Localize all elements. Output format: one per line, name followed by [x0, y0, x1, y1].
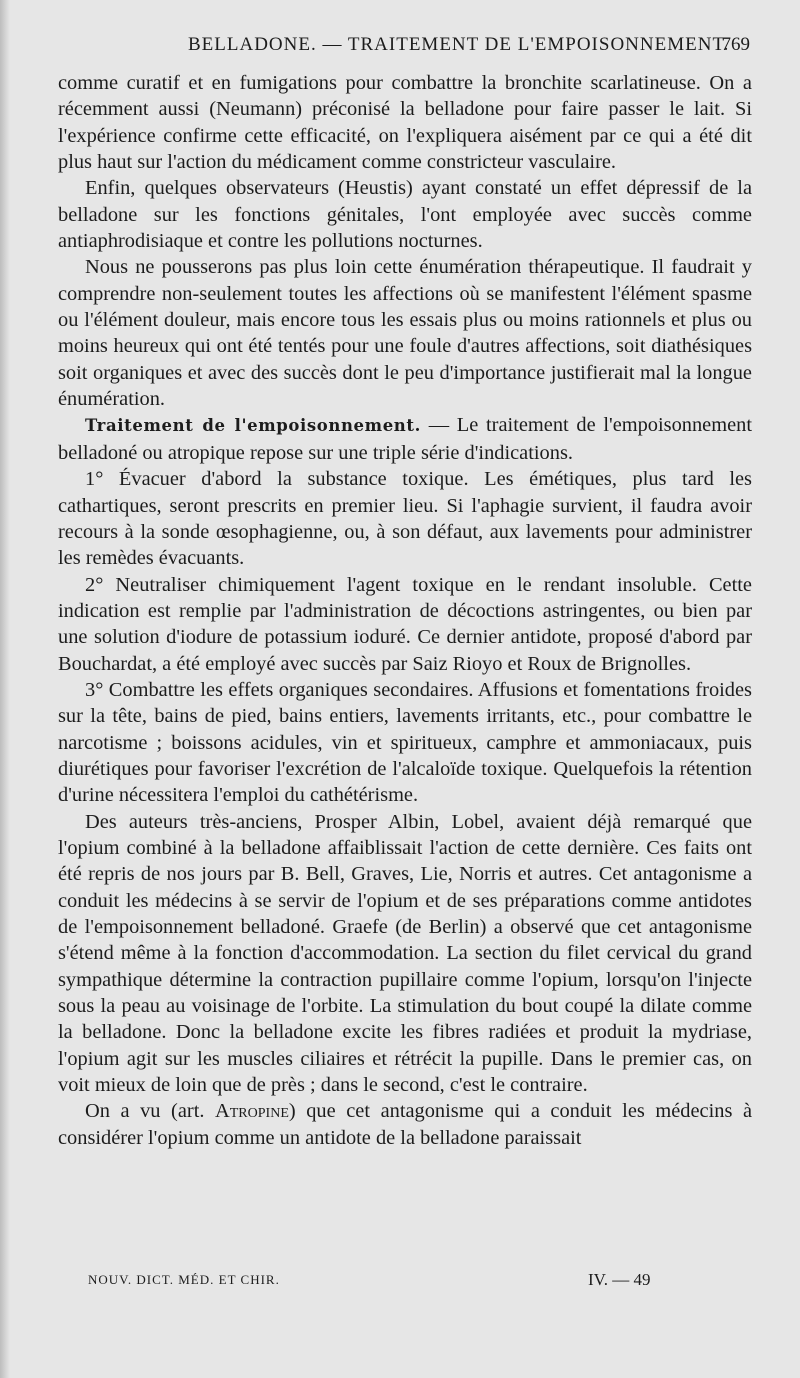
paragraph: 3° Combattre les effets organiques secondaires. Affusions et fomentations froides sur la tête, bains de pied, bains entiers, lavements irritants, etc., pour combattre le narcotisme ; boissons acidules, vin et spiritueux, camphre et ammoniacaux, puis diurétiques pour favoriser l'excrétion de l'alcaloïde toxique. Quelquefois la rétention d'urine nécessitera l'emploi du cathétérisme. [58, 678, 752, 807]
paragraph: Des auteurs très-anciens, Prosper Albin, Lobel, avaient déjà remarqué que l'opium combiné à la belladone affaiblissait l'action de cette dernière. Ces faits ont été repris de nos jours par B. Bell, Graves, Lie, Norris et autres. Cet antagonisme a conduit les médecins à se servir de l'opium et de ses préparations comme antidotes de l'empoisonnement belladoné. Graefe (de Berlin) a observé que cet antagonisme s'étend même à la fonction d'accommodation. La section du filet cervical du grand sympathique détermine la contraction pupillaire comme l'opium, lorsqu'on l'injecte sous la peau au voisinage de l'orbite. La stimulation du bout coupé la dilate comme la belladone. Donc la belladone excite les fibres radiées et produit la mydriase, l'opium agit sur les muscles ciliaires et rétrécit la pupille. Dans le premier cas, on voit mieux de loin que de près ; dans le second, c'est le contraire. [58, 810, 752, 1097]
running-header [60, 34, 750, 62]
paragraph: Nous ne pousserons pas plus loin cette énumération thérapeutique. Il faudrait y comprendre non-seulement toutes les affections où se manifestent l'élément spasme ou l'élément douleur, mais encore tous les essais plus ou moins rationnels et plus ou moins heureux qui ont été tentés pour une foule d'autres affections, soit diathésiques soit organiques et avec des succès dont le peu d'importance justifierait mal la longue énumération. [58, 256, 752, 411]
paragraph: comme curatif et en fumigations pour combattre la bronchite scarlatineuse. On a récemment aussi (Neumann) préconisé la belladone pour faire passer le lait. Si l'expérience confirme cette efficacité, on l'expliquera aisément par ce qui a été dit plus haut sur l'action du médicament comme constricteur vasculaire. [58, 72, 752, 174]
section-heading: Traitement de l'empoisonnement. [85, 416, 421, 436]
text-segment: On a vu (art. [85, 1100, 216, 1123]
page-footer [88, 1270, 688, 1294]
section-text: — Le traitement de l'empoisonnement belladoné ou atropique repose sur une triple série d'indications. [58, 414, 753, 464]
text-segment: ) que cet antagonisme qui a conduit les médecins à considérer l'opium comme un antidote de la belladone paraissait [58, 1100, 752, 1149]
paragraph: Enfin, quelques observateurs (Heustis) ayant constaté un effet dépressif de la belladone sur les fonctions génitales, l'ont employée avec succès comme antiaphrodisiaque et contre les pollutions nocturnes. [58, 177, 752, 253]
paragraph: 1° Évacuer d'abord la substance toxique. Les émétiques, plus tard les cathartiques, seront prescrits en premier lieu. Si l'aphagie survient, il faudra avoir recours à la sonde œsophagienne, ou, à son défaut, aux lavements pour administrer les remèdes évacuants. [58, 468, 752, 570]
paragraph: 2° Neutraliser chimiquement l'agent toxique en le rendant insoluble. Cette indication est remplie par l'administration de décoctions astringentes, ou bien par une solution d'iodure de potassium ioduré. Ce dernier antidote, proposé d'abord par Bouchardat, a été employé avec succès par Saiz Rioyo et Roux de Brignolles. [58, 573, 752, 675]
header-title: BELLADONE. — TRAITEMENT DE L'EMPOISONNEMENT. [188, 34, 730, 55]
cross-reference: Atropine [215, 1100, 289, 1123]
page-number: 769 [721, 34, 750, 55]
footer-signature: NOUV. DICT. MÉD. ET CHIR. [88, 1272, 280, 1287]
page-binding-shadow [0, 0, 10, 1378]
main-text [58, 70, 752, 1151]
paragraph [58, 1098, 752, 1151]
footer-volume: IV. — 49 [588, 1270, 651, 1289]
section-paragraph [58, 412, 752, 466]
